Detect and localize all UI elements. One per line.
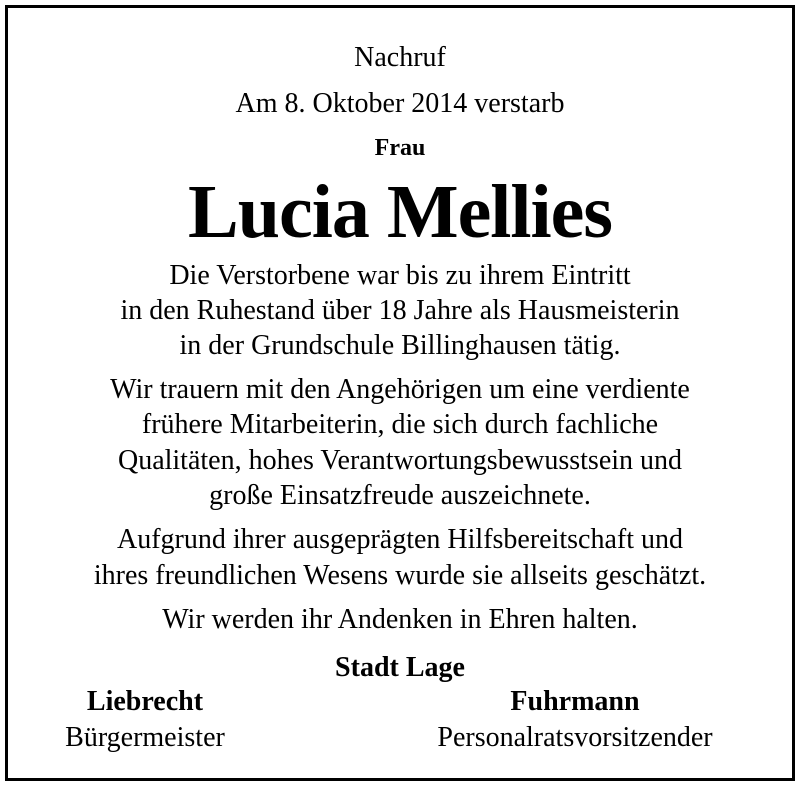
paragraph2-line: Qualitäten, hohes Verantwortungsbewusstsein und [117,445,683,476]
paragraph2-line: große Einsatzfreude auszeichnete. [209,480,591,511]
signatory-left-title: Bürgermeister [65,722,225,753]
organization-name: Stadt Lage [335,652,465,683]
notice-title: Nachruf [354,42,446,73]
paragraph1-line: Die Verstorbene war bis zu ihrem Eintritt [169,260,631,291]
obituary-frame [5,5,795,781]
paragraph1-line: in der Grundschule Billinghausen tätig. [179,330,621,361]
paragraph2-line: Wir trauern mit den Angehörigen um eine verdiente [110,374,690,405]
paragraph3-line: Aufgrund ihrer ausgeprägten Hilfsbereitschaft und [116,524,684,555]
signatory-right-name: Fuhrmann [510,686,640,717]
closing-line: Wir werden ihr Andenken in Ehren halten. [162,604,638,635]
date-line: Am 8. Oktober 2014 verstarb [235,88,565,119]
signatory-right-title: Personalratsvorsitzender [437,722,713,753]
deceased-name: Lucia Mellies [188,170,612,254]
paragraph1-line: in den Ruhestand über 18 Jahre als Hausmeisterin [120,295,680,326]
paragraph2-line: frühere Mitarbeiterin, die sich durch fachliche [141,409,659,440]
signatory-left-name: Liebrecht [86,686,204,717]
signatory-left [45,688,245,752]
signatory-right [405,688,745,752]
salutation: Frau [374,135,426,161]
paragraph3-line: ihres freundlichen Wesens wurde sie allseits geschätzt. [93,560,707,591]
